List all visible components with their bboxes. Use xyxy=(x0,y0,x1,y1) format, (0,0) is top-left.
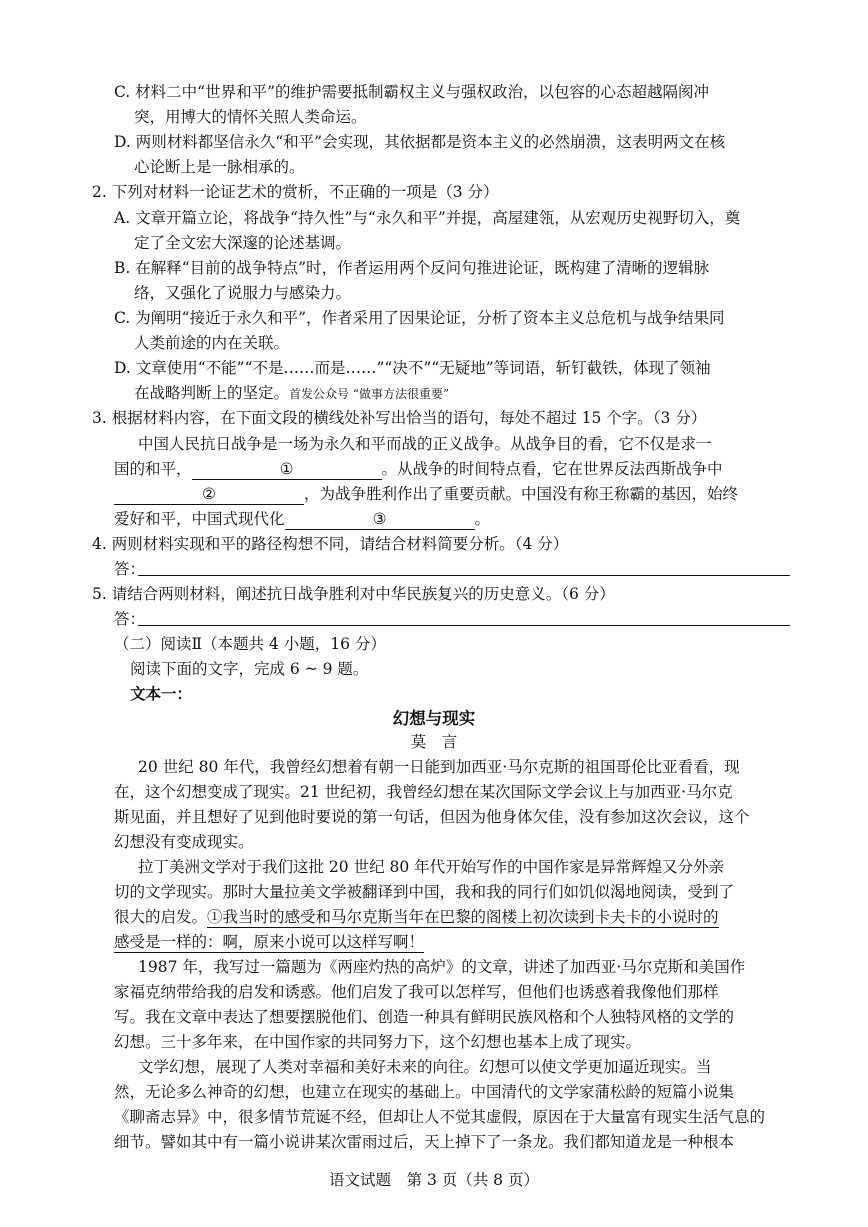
article-para-3-line-1: 1987 年，我写过一篇题为《两座灼热的高炉》的文章，讲述了加西亚·马尔克斯和美国作 xyxy=(138,958,746,976)
underlined-sentence-1-cont: 感受是一样的：啊，原来小说可以这样写啊！ xyxy=(114,933,425,951)
question-3-stem: 3. 根据材料内容，在下面文段的横线处补写出恰当的语句，每处不超过 15 个字。（3 分） xyxy=(92,409,707,427)
blank-3[interactable]: ③ xyxy=(285,509,475,530)
q2-option-d-line-1: D. 文章使用“不能”“不是……而是……”“决不”“无疑地”等词语，斩钉截铁，体现了领袖 xyxy=(114,359,711,377)
article-para-4-line-3: 《聊斋志异》中，很多情节荒诞不经，但却让人不觉其虚假，原因在于大量富有现实生活气息的 xyxy=(114,1108,766,1126)
article-para-3-line-2: 家福克纳带给我的启发和诱惑。他们启发了我可以怎样写，但他们也诱惑着我像他们那样 xyxy=(114,983,719,1001)
article-para-2-line-2: 切的文学现实。那时大量拉美文学被翻译到中国，我和我的同行们如饥似渴地阅读，受到了 xyxy=(114,883,735,901)
article-title: 幻想与现实 xyxy=(392,709,476,728)
q3-text-3b: ，为战争胜利作出了重要贡献。中国没有称王称霸的基因，始终 xyxy=(304,485,739,503)
watermark-text: 首发公众号 “做事方法很重要” xyxy=(289,387,450,401)
option-c-line-2: 突，用博大的情怀关照人类命运。 xyxy=(134,108,367,126)
q3-passage-line-3 xyxy=(114,482,738,506)
blank-1[interactable]: ① xyxy=(192,459,382,480)
article-para-4-line-4: 细节。譬如其中有一篇小说讲某次雷雨过后，天上掉下了一条龙。我们都知道龙是一种根本 xyxy=(114,1133,735,1151)
article-para-2-line-3 xyxy=(114,905,719,929)
q3-passage-line-4 xyxy=(114,507,490,531)
article-para-1-line-4: 幻想没有变成现实。 xyxy=(114,833,254,851)
article-author: 莫 言 xyxy=(410,733,458,751)
q5-answer-label: 答： xyxy=(114,610,146,628)
article-para-1-line-1: 20 世纪 80 年代，我曾经幻想着有朝一日能到加西亚·马尔克斯的祖国哥伦比亚看看，现 xyxy=(138,758,740,776)
q3-text-2b: 。从战争的时间特点看，它在世界反法西斯战争中 xyxy=(381,460,723,478)
q2-option-a-line-2: 定了全文宏大深邃的论述基调。 xyxy=(134,234,352,252)
article-para-3-line-3: 写。我在文章中表达了想要摆脱他们、创造一种具有鲜明民族风格和个人独特风格的文学的 xyxy=(114,1008,735,1026)
article-para-1-line-3: 斯见面，并且想好了见到他时要说的第一句话，但因为他身体欠佳，没有参加这次会议，这个 xyxy=(114,808,750,826)
q2-option-b-line-1: B. 在解释“目前的战争特点”时，作者运用两个反问句推进论证，既构建了清晰的逻辑脉 xyxy=(114,259,710,277)
q4-answer-line[interactable] xyxy=(138,575,790,576)
text-one-label: 文本一： xyxy=(130,684,193,703)
section-2-instruction: 阅读下面的文字，完成 6 ~ 9 题。 xyxy=(130,660,369,678)
q3-passage-line-1: 中国人民抗日战争是一场为永久和平而战的正义战争。从战争目的看，它不仅是求一 xyxy=(138,435,712,453)
option-d-line-2: 心论断上是一脉相承的。 xyxy=(134,158,305,176)
q2-option-c-line-2: 人类前途的内在关联。 xyxy=(134,334,290,352)
article-para-1-line-2: 在，这个幻想变成了现实。21 世纪初，我曾经幻想在某次国际文学会议上与加西亚·马尔克 xyxy=(114,783,733,801)
q2-option-c-line-1: C. 为阐明“接近于永久和平”，作者采用了因果论证，分析了资本主义总危机与战争结果同 xyxy=(114,309,725,327)
article-para-4-line-1: 文学幻想，展现了人类对幸福和美好未来的向往。幻想可以使文学更加逼近现实。当 xyxy=(138,1058,712,1076)
section-2-heading: （二）阅读Ⅱ（本题共 4 小题，16 分） xyxy=(114,635,386,653)
q2-option-d-text: 在战略判断上的坚定。 xyxy=(134,384,290,402)
question-4-stem: 4. 两则材料实现和平的路径构想不同，请结合材料简要分析。（4 分） xyxy=(92,535,569,553)
q3-passage-line-2 xyxy=(114,457,723,481)
article-para-2-text: 很大的启发。 xyxy=(114,908,208,926)
question-2-stem: 2. 下列对材料一论证艺术的赏析，不正确的一项是（3 分） xyxy=(92,183,499,201)
underlined-sentence-1: ①我当时的感受和马尔克斯当年在巴黎的阁楼上初次读到卡夫卡的小说时的 xyxy=(207,908,719,926)
article-para-2-line-4 xyxy=(114,930,424,954)
page-footer: 语文试题 第 3 页（共 8 页） xyxy=(329,1171,539,1189)
q3-text-2a: 国的和平， xyxy=(114,460,192,478)
q3-text-4b: 。 xyxy=(474,510,491,528)
q2-option-d-line-2 xyxy=(134,381,449,405)
article-para-2-line-1: 拉丁美洲文学对于我们这批 20 世纪 80 年代开始写作的中国作家是异常辉煌又分外亲 xyxy=(138,858,725,876)
option-c-line-1: C. 材料二中“世界和平”的维护需要抵制霸权主义与强权政治，以包容的心态超越隔阂冲 xyxy=(114,83,710,101)
article-para-4-line-2: 然，无论多么神奇的幻想，也建立在现实的基础上。中国清代的文学家蒲松龄的短篇小说集 xyxy=(114,1083,735,1101)
q3-text-4a: 爱好和平，中国式现代化 xyxy=(114,510,285,528)
question-5-stem: 5. 请结合两则材料，阐述抗日战争胜利对中华民族复兴的历史意义。（6 分） xyxy=(92,585,615,603)
q2-option-b-line-2: 络，又强化了说服力与感染力。 xyxy=(134,284,352,302)
q5-answer-line[interactable] xyxy=(138,625,790,626)
option-d-line-1: D. 两则材料都坚信永久“和平”会实现，其依据都是资本主义的必然崩溃，这表明两文在核 xyxy=(114,133,726,151)
blank-2[interactable]: ② xyxy=(114,484,304,505)
q4-answer-label: 答： xyxy=(114,560,146,578)
q2-option-a-line-1: A. 文章开篇立论，将战争“持久性”与“永久和平”并提，高屋建瓴，从宏观历史视野切入，奠 xyxy=(114,209,741,227)
article-para-3-line-4: 幻想。三十多年来，在中国作家的共同努力下，这个幻想也基本上成了现实。 xyxy=(114,1033,642,1051)
